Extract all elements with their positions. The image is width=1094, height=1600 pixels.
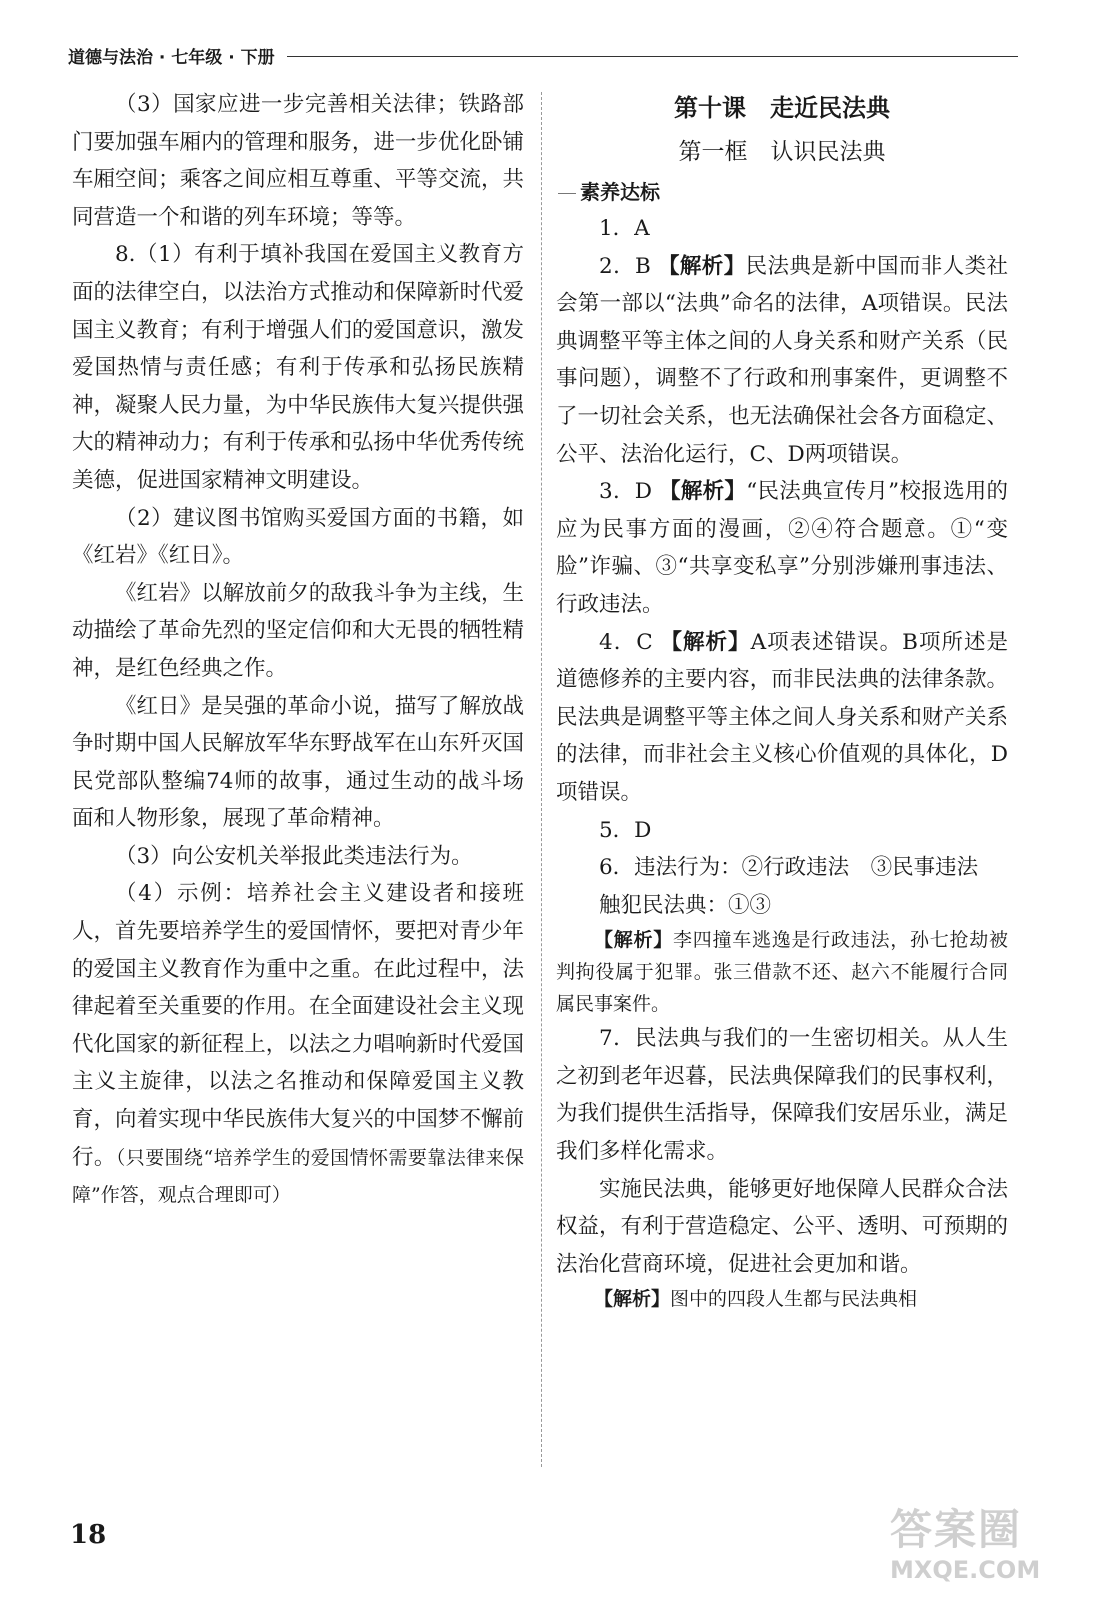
watermark-main: 答案圈 [890,1505,1023,1554]
right-column [556,86,1008,1315]
answer-paragraph: 《红日》是吴强的革命小说，描写了解放战争时期中国人民解放军华东野战军在山东歼灭国民党部队整编74师的故事，通过生动的战斗场面和人物形象，展现了革命精神。 [72,693,524,832]
answer-note: （只要围绕“培养学生的爱国情怀需要靠法律来保障”作答，观点合理即可） [72,1146,524,1207]
analysis-text: 李四撞车逃逸是行政违法，孙七抢劫被判拘役属于犯罪。张三借款不还、赵六不能履行合同属民事案件。 [556,929,1008,1016]
answer-q4 [556,624,1008,812]
watermark-sub: MXQE.COM [890,1556,1041,1584]
answer-q5: 5．D [599,817,652,843]
question-number: 3．D [599,479,652,505]
analysis-tag: 【解析】 [658,253,746,279]
answer-q1: 1．A [599,216,650,241]
analysis-text: 图中的四段人生都与民法典相 [670,1288,918,1311]
page-number: 18 [70,1520,107,1550]
watermark-logo [890,1505,1085,1595]
answer-paragraph: （3）国家应进一步完善相关法律；铁路部门要加强车厢内的管理和服务，进一步优化卧铺车厢空间；乘客之间应相互尊重、平等交流，共同营造一个和谐的列车环境；等等。 [72,92,524,230]
answer-q6-line2: 触犯民法典：①③ [599,892,772,918]
question-number: 2．B [599,253,651,279]
analysis-text: 民法典是新中国而非人类社会第一部以“法典”命名的法律，A项错误。民法典调整平等主体之间的人身关系和财产关系（民事问题），调整不了行政和刑事案件，更调整不了一切社会关系，也无法确保社会各方面稳定、公平、法治化运行，C、D两项错误。 [556,253,1008,467]
answer-paragraph: （2）建议图书馆购买爱国方面的书籍，如《红岩》《红日》。 [72,505,524,569]
lesson-title: 第十课 走近民法典 [674,94,890,122]
analysis-tag: 【解析】 [659,479,747,505]
page-header [68,40,1018,70]
answer-q7-p1: 7．民法典与我们的一生密切相关。从人生之初到老年迟暮，民法典保障我们的民事权利，为我们提供生活指导，保障我们安居乐业，满足我们多样化需求。 [556,1026,1008,1165]
analysis-tag: 【解析】 [660,629,751,655]
header-title: 道德与法治 · 七年级 · 下册 [68,47,275,68]
answer-q7-p2: 实施民法典，能够更好地保障人民群众合法权益，有利于营造稳定、公平、透明、可预期的法治化营商环境，促进社会更加和谐。 [556,1176,1008,1277]
section-title: 素养达标 [556,174,1008,210]
answer-paragraph: （3）向公安机关举报此类违法行为。 [115,843,473,869]
answer-q2 [556,248,1008,474]
answer-paragraph: 8.（1）有利于填补我国在爱国主义教育方面的法律空白，以法治方式推动和保障新时代爱国主义教育；有利于增强人们的爱国意识，激发爱国热情与责任感；有利于传承和弘扬民族精神，凝聚人民力量，为中华民族伟大复兴提供强大的精神动力；有利于传承和弘扬中华优秀传统美德，促进国家精神文明建设。 [72,242,524,493]
answer-text: （4）示例：培养社会主义建设者和接班人，首先要培养学生的爱国情怀，要把对青少年的爱国主义教育作为重中之重。在此过程中，法律起着至关重要的作用。在全面建设社会主义现代化国家的新征程上，以法之力唱响新时代爱国主义主旋律，以法之名推动和保障爱国主义教育，向着实现中华民族伟大复兴的中国梦不懈前行。 [72,881,524,1170]
analysis-tag: 【解析】 [594,929,673,952]
column-divider [541,92,542,1467]
answer-q3 [556,473,1008,623]
analysis-tag: 【解析】 [594,1288,671,1311]
frame-title: 第一框 认识民法典 [678,139,886,165]
answer-q7-analysis [556,1283,1008,1315]
answer-q6-analysis [556,924,1008,1020]
answer-paragraph: 《红岩》以解放前夕的敌我斗争为主线，生动描绘了革命先烈的坚定信仰和大无畏的牺牲精神，是红色经典之作。 [72,580,524,681]
header-rule [287,56,1018,57]
question-number: 4．C [599,629,653,655]
analysis-text: “民法典宣传月”校报选用的应为民事方面的漫画，②④符合题意。①“变脸”诈骗、③“共享变私享”分别涉嫌刑事违法、行政违法。 [556,479,1008,617]
analysis-text: A项表述错误。B项所述是道德修养的主要内容，而非民法典的法律条款。民法典是调整平等主体之间人身关系和财产关系的法律，而非社会主义核心价值观的具体化，D项错误。 [556,629,1008,805]
answer-q6-line1: 6．违法行为：②行政违法 ③民事违法 [599,855,979,881]
left-column [72,86,524,1214]
answer-paragraph [72,875,524,1213]
